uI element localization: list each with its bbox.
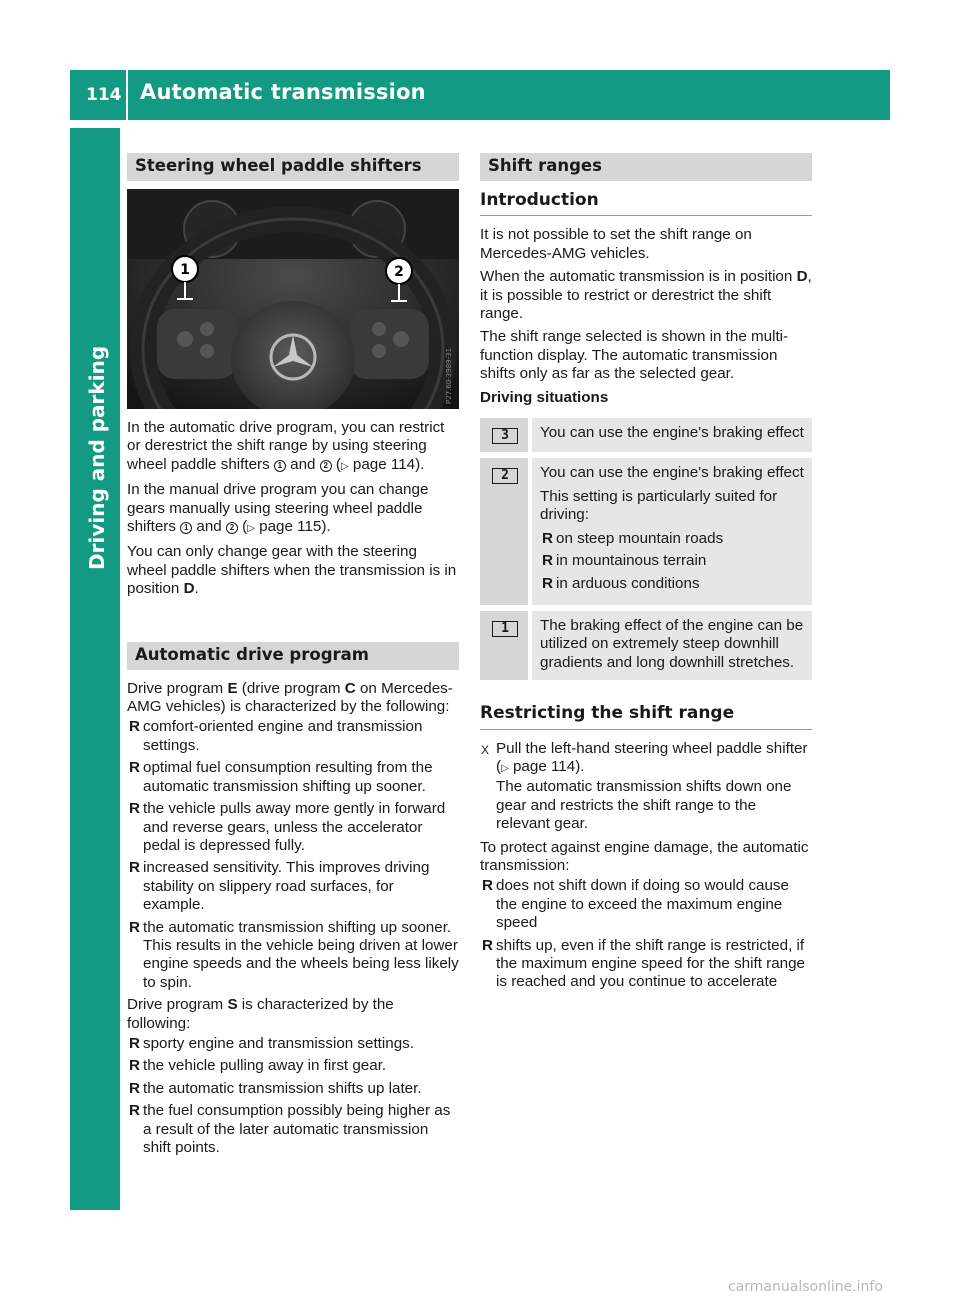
table-row: 2 You can use the engine's braking effect This setting is particularly suited for driving: R on steep mountain roads R in mountainous terrain R in arduous conditions [480, 458, 812, 604]
list-item: R in mountainous terrain [542, 552, 707, 570]
auto-intro: Drive program E (drive program C on Mercedes-AMG vehicles) is characterized by the following: [127, 679, 453, 716]
driving-conditions-list [540, 530, 804, 593]
driving-situations-label: Driving situations [480, 388, 609, 406]
steering-wheel-photo [127, 189, 459, 409]
subheading-restricting: Restricting the shift range [480, 704, 812, 729]
auto-s-intro: Drive program S is characterized by the following: [127, 996, 394, 1032]
bullet-icon: R [129, 1034, 140, 1052]
chapter-title: Automatic transmission [140, 80, 426, 104]
bullet-icon: R [482, 936, 493, 954]
bullet-icon: R [129, 800, 140, 818]
side-label: Driving and parking [85, 345, 109, 570]
bullet-icon: R [129, 1057, 140, 1075]
paddle-para-2: In the manual drive program you can change gears manually using steering wheel paddle shifters 1 and 2 (▷ page 115). [127, 481, 429, 536]
paddle-para-1: In the automatic drive program, you can restrict or derestrict the shift range by using steering wheel paddle shifters 1 and 2 (▷ page 114). [127, 419, 445, 473]
list-item: R comfort-oriented engine and transmission settings. [129, 718, 423, 754]
header-divider [126, 70, 128, 120]
gear-2-key-icon: 2 [492, 468, 518, 484]
protect-intro: To protect against engine damage, the automatic transmission: [480, 838, 809, 874]
bullet-icon: R [129, 1079, 140, 1097]
page-ref-link[interactable]: page 115). [254, 518, 331, 536]
callout-2-icon: 2 [320, 460, 332, 472]
bullet-icon: R [129, 718, 140, 736]
list-item: R in arduous conditions [542, 574, 700, 592]
intro-para-2: When the automatic transmission is in position D, it is possible to restrict or derestrict the shift range. [480, 268, 812, 323]
intro-para-3: The shift range selected is shown in the multi-function display. The automatic transmission shifts only as far as the selected gear. [480, 328, 789, 383]
left-column [127, 153, 459, 1161]
page-header [70, 70, 890, 120]
side-bar [70, 128, 120, 1210]
image-id: P27.60-3989-31 [445, 347, 453, 404]
callout-1-icon: 1 [274, 460, 286, 472]
list-item: R increased sensitivity. This improves driving stability on slippery road surfaces, for example. [129, 859, 430, 914]
footer-watermark: carmanualsonline.info [728, 1279, 883, 1295]
bullet-icon: R [129, 918, 140, 936]
list-item: R the automatic transmission shifting up sooner. This results in the vehicle being driven at lower engine speeds and the wheels being less likely to spin. [129, 918, 459, 991]
instruction-step: X Pull the left-hand steering wheel paddle shifter (▷ page 114). The automatic transmission shifts down one gear and restricts the shift range to the relevant gear. [481, 739, 808, 833]
page-ref-link[interactable]: page 114). [508, 757, 585, 775]
driving-situations-table [480, 412, 812, 686]
list-item: R sporty engine and transmission settings. [129, 1034, 414, 1052]
bullet-icon: R [482, 877, 493, 895]
bullet-icon: R [129, 1102, 140, 1120]
callout-2-label: 2 [394, 264, 404, 280]
drive-s-list [127, 1035, 459, 1157]
steering-wheel-illustration [127, 189, 459, 409]
subheading-introduction: Introduction [480, 191, 812, 216]
gear-1-key-icon: 1 [492, 621, 518, 637]
list-item: R optimal fuel consumption resulting from the automatic transmission shifting up sooner. [129, 759, 433, 795]
step-arrow-icon: X [481, 742, 490, 757]
callout-1-icon: 1 [180, 522, 192, 534]
bullet-icon: R [129, 859, 140, 877]
page-number: 114 [86, 85, 122, 105]
list-item: R the fuel consumption possibly being higher as a result of the later automatic transmission shift points. [129, 1102, 451, 1156]
xref-arrow-icon: ▷ [340, 460, 349, 472]
list-item: R shifts up, even if the shift range is restricted, if the maximum engine speed for the shift range is reached and you continue to accelerate [482, 936, 805, 991]
paddle-para-3: You can only change gear with the steering wheel paddle shifters when the transmission is in position D. [127, 543, 457, 598]
list-item: R the vehicle pulls away more gently in forward and reverse gears, unless the accelerator pedal is depressed fully. [129, 800, 446, 854]
protect-list [480, 877, 812, 991]
right-column [480, 153, 812, 996]
intro-para-1: It is not possible to set the shift range on Mercedes-AMG vehicles. [480, 226, 752, 262]
section-heading-shift: Shift ranges [480, 153, 812, 181]
list-item: R does not shift down if doing so would cause the engine to exceed the maximum engine speed [482, 877, 789, 932]
xref-arrow-icon: ▷ [501, 762, 509, 774]
table-row: 3 You can use the engine's braking effect [480, 418, 812, 452]
xref-arrow-icon: ▷ [247, 523, 255, 535]
callout-2-icon: 2 [226, 522, 238, 534]
table-row: 1 The braking effect of the engine can be utilized on extremely steep downhill gradients and long downhill stretches. [480, 611, 812, 680]
page-ref-link[interactable]: page 114). [348, 455, 425, 473]
bullet-icon: R [542, 529, 553, 547]
section-heading-auto: Automatic drive program [127, 642, 459, 670]
list-item: R the vehicle pulling away in first gear. [129, 1057, 387, 1075]
list-item: R the automatic transmission shifts up later. [129, 1079, 422, 1097]
gear-3-key-icon: 3 [492, 428, 518, 444]
bullet-icon: R [542, 574, 553, 592]
bullet-icon: R [129, 759, 140, 777]
list-item: R on steep mountain roads [542, 529, 724, 547]
callout-1-label: 1 [180, 262, 190, 278]
section-heading-paddle: Steering wheel paddle shifters [127, 153, 459, 181]
drive-e-list [127, 718, 459, 992]
bullet-icon: R [542, 552, 553, 570]
